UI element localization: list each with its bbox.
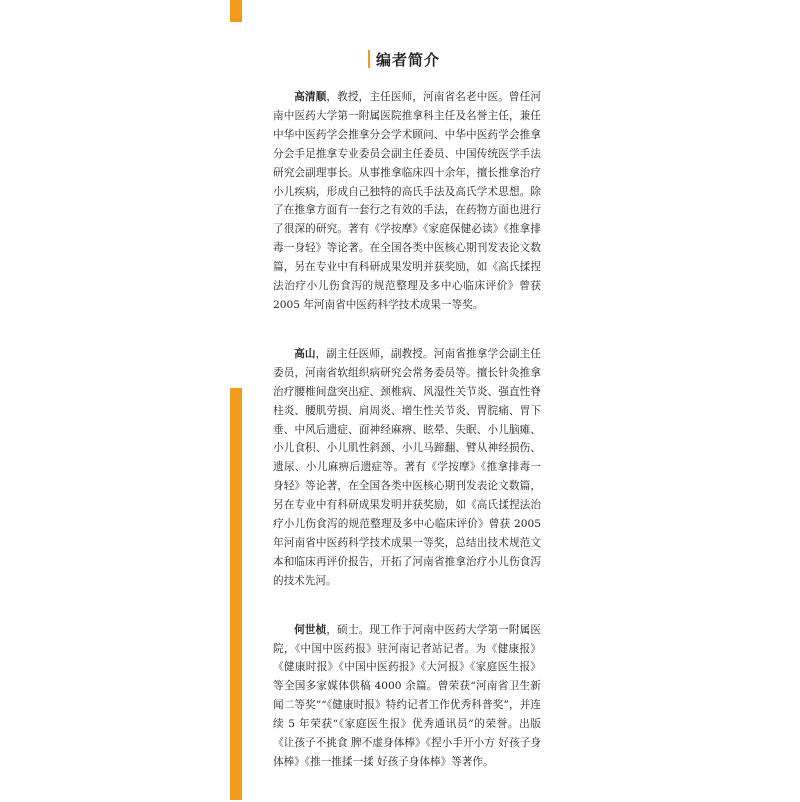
orange-accent-strip-bottom bbox=[230, 388, 242, 800]
bio-text: ，硕士。现工作于河南中医药大学第一附属医院，《中国中医药报》驻河南记者站记者。为《健康报》《健康时报》《中国中医药报》《大河报》《家庭医生报》等全国多家媒体供稿 4000 余篇。曾荣获“河南省卫生新闻二等奖”“《健康时报》特约记者工作优秀科普奖”，并连续 5 年荣获“《家庭医生报》优秀通讯员”的荣誉。出版《让孩子不挑食 脾不虚身体棒》《捏小手开小方 好孩子身体棒》《推一推揉一揉 好孩子身体棒》等著作。 bbox=[273, 623, 542, 768]
bio-paragraph-gao-shan bbox=[273, 345, 541, 591]
page-title: 编者简介 bbox=[376, 50, 441, 69]
bio-paragraph-he-shizhen bbox=[273, 621, 541, 772]
section-heading bbox=[368, 48, 440, 70]
bio-paragraph-gao-qingshun bbox=[273, 88, 541, 315]
bio-name: 高清顺 bbox=[294, 91, 327, 103]
bio-name: 何世桢 bbox=[294, 623, 327, 636]
bio-name: 高山 bbox=[294, 347, 316, 360]
bio-list bbox=[273, 88, 541, 802]
heading-accent-bar bbox=[368, 50, 370, 68]
bio-text: ，副主任医师，副教授。河南省推拿学会副主任委员，河南省软组织病研究会常务委员等。擅长针灸推拿治疗腰椎间盘突出症、颈椎病、风湿性关节炎、强直性脊柱炎、腰肌劳损、肩周炎、增生性关节炎、胃脘痛、胃下垂、中风后遗症、面神经麻痹、眩晕、失眠、小儿脑瘫、小儿食积、小儿肌性斜颈、小儿马蹄翻、臂从神经损伤、遗尿、小儿麻痹后遗症等。著有《学按摩》《推拿排毒一身轻》等论著，在全国各类中医核心期刊发表论文数篇，另在专业中有科研成果发明并获奖励，如《高氏揉捏法治疗小儿伤食泻的规范整理及多中心临床评价》曾获 2005 年河南省中医药科学技术成果一等奖，总结出技术规范文本和临床再评价报告，开拓了河南省推拿治疗小儿伤食泻的技术先河。 bbox=[273, 347, 542, 587]
orange-accent-strip-top bbox=[230, 0, 242, 22]
bio-text: ，教授，主任医师，河南省名老中医。曾任河南中医药大学第一附属医院推拿科主任及名誉主任，兼任中华中医药学会推拿分会学术顾问、中华中医药学会推拿分会手足推拿专业委员会副主任委员、中国传统医学手法研究会副理事长。从事推拿临床四十余年，擅长推拿治疗小儿疾病，形成自己独特的高氏手法及高氏学术思想。除了在推拿方面有一套行之有效的手法，在药物方面也进行了很深的研究。著有《学按摩》《家庭保健必读》《推拿排毒一身轻》等论著。在全国各类中医核心期刊发表论文数篇，另在专业中有科研成果发明并获奖励，如《高氏揉捏法治疗小儿伤食泻的规范整理及多中心临床评价》曾获 2005 年河南省中医药科学技术成果一等奖。 bbox=[273, 91, 542, 311]
